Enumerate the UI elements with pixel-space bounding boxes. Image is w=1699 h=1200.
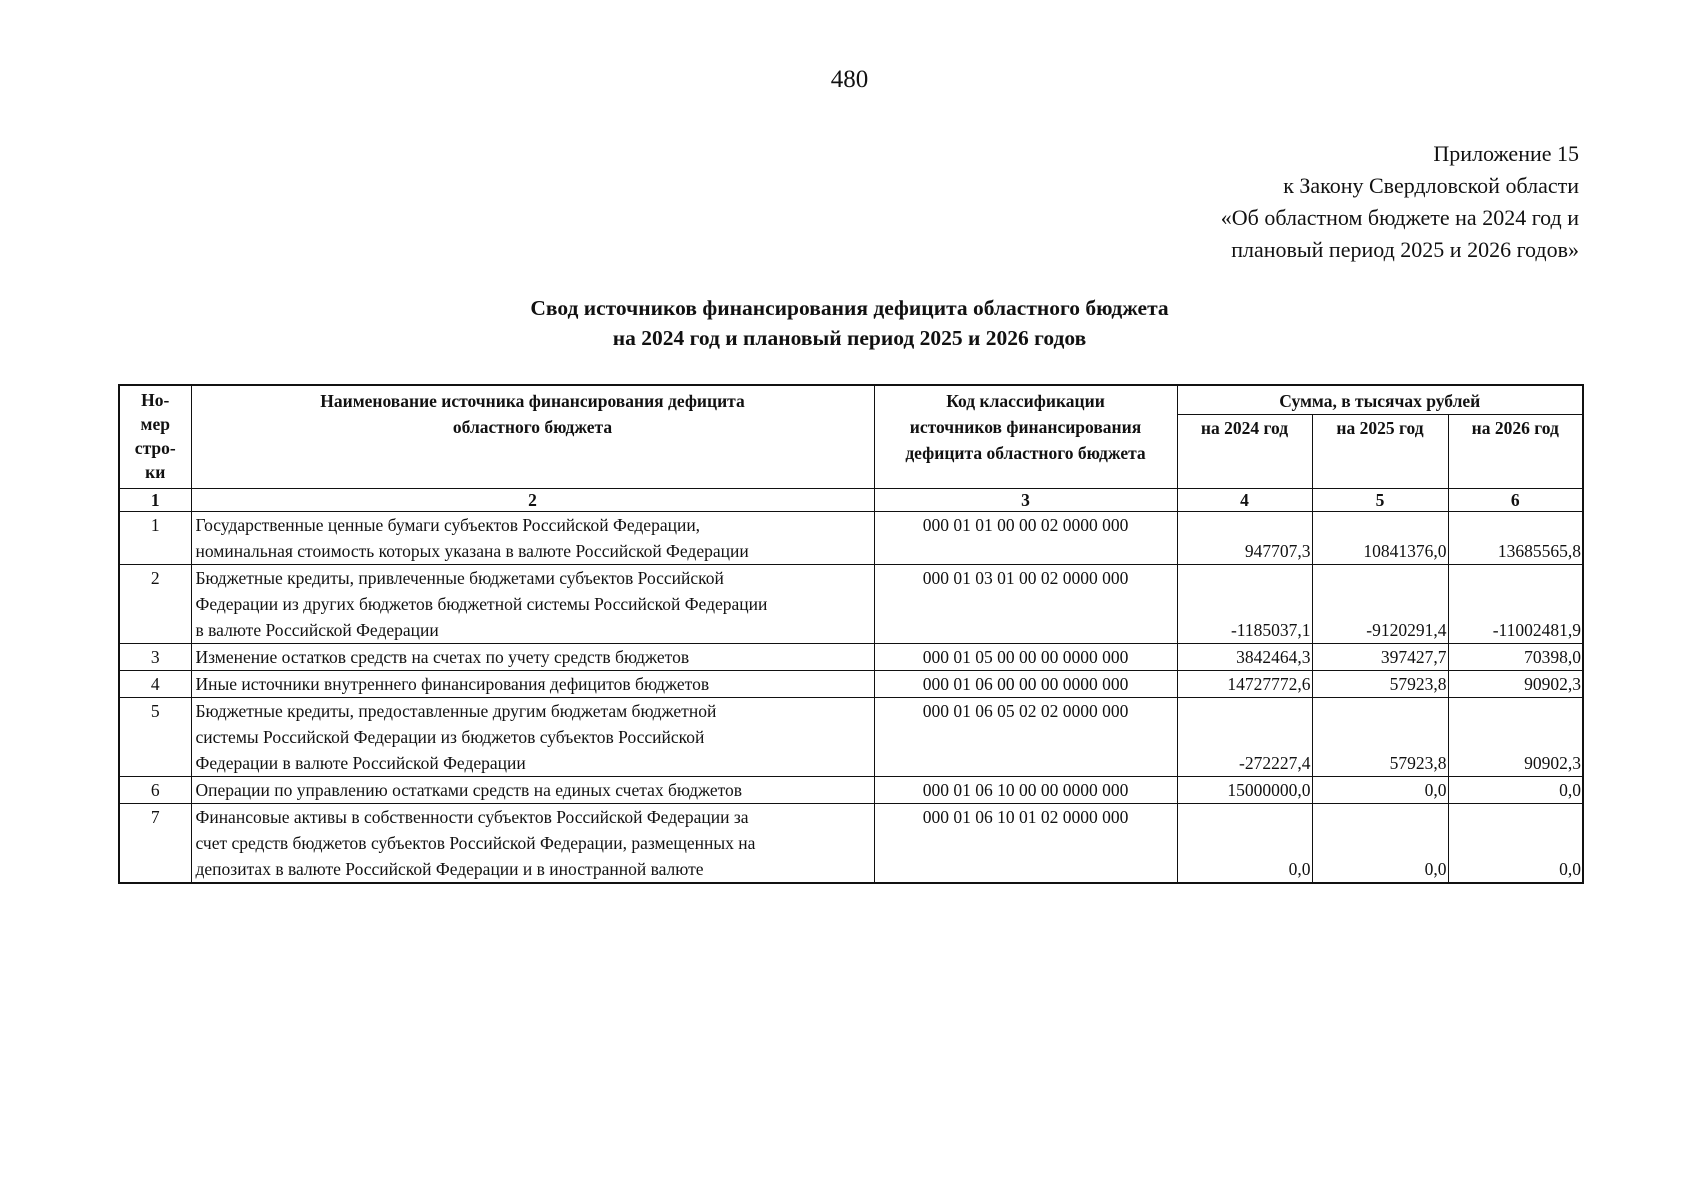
table-row [119,698,1583,777]
row-number-cell: 7 [119,804,191,884]
classification-code-cell: 000 01 06 05 02 02 0000 000 [874,698,1177,777]
classification-code-cell: 000 01 05 00 00 00 0000 000 [874,644,1177,671]
column-index-6: 6 [1448,489,1583,512]
row-number-cell: 1 [119,512,191,565]
table-row [119,804,1583,884]
document-title [0,293,1699,353]
amount-2024-cell: 15000000,0 [1177,777,1312,804]
column-index-row [119,489,1583,512]
header-sum-group: Сумма, в тысячах рублей [1177,385,1583,415]
row-number-cell: 5 [119,698,191,777]
appendix-line: плановый период 2025 и 2026 годов» [1231,237,1579,262]
header-year-2025: на 2025 год [1312,415,1448,489]
amount-2024-cell: 3842464,3 [1177,644,1312,671]
header-year-2024: на 2024 год [1177,415,1312,489]
amount-2025-cell: 0,0 [1312,804,1448,884]
column-index-5: 5 [1312,489,1448,512]
table-row [119,777,1583,804]
column-index-2: 2 [191,489,874,512]
amount-2024-cell: -1185037,1 [1177,565,1312,644]
header-source-name: Наименование источника финансирования дефицита областного бюджета [191,385,874,489]
amount-2025-cell: 0,0 [1312,777,1448,804]
appendix-line: «Об областном бюджете на 2024 год и [1220,205,1579,230]
table-row [119,512,1583,565]
amount-2024-cell: 14727772,6 [1177,671,1312,698]
classification-code-cell: 000 01 06 10 01 02 0000 000 [874,804,1177,884]
amount-2025-cell: 397427,7 [1312,644,1448,671]
table-row [119,565,1583,644]
classification-code-cell: 000 01 06 00 00 00 0000 000 [874,671,1177,698]
header-classification-code: Код классификации источников финансирования дефицита областного бюджета [874,385,1177,489]
page-number: 480 [830,66,869,93]
amount-2024-cell: 947707,3 [1177,512,1312,565]
column-index-4: 4 [1177,489,1312,512]
source-name-cell: Государственные ценные бумаги субъектов Российской Федерации, номинальная стоимость которых указана в валюте Российской Федерации [191,512,874,565]
source-name-cell: Бюджетные кредиты, предоставленные другим бюджетам бюджетной системы Российской Федерации из бюджетов субъектов Российской Федерации в валюте Российской Федерации [191,698,874,777]
row-number-cell: 3 [119,644,191,671]
row-number-cell: 6 [119,777,191,804]
title-line: на 2024 год и плановый период 2025 и 2026 годов [612,326,1087,350]
financing-sources-table [118,384,1584,884]
amount-2025-cell: 57923,8 [1312,671,1448,698]
appendix-line: Приложение 15 [1433,141,1579,166]
amount-2026-cell: 0,0 [1448,804,1583,884]
amount-2026-cell: 90902,3 [1448,671,1583,698]
column-index-1: 1 [119,489,191,512]
header-row-number: Но- мер стро- ки [119,385,191,489]
amount-2024-cell: 0,0 [1177,804,1312,884]
appendix-reference [1221,138,1579,266]
row-number-cell: 4 [119,671,191,698]
table-row [119,671,1583,698]
classification-code-cell: 000 01 01 00 00 02 0000 000 [874,512,1177,565]
source-name-cell: Финансовые активы в собственности субъектов Российской Федерации за счет средств бюджетов субъектов Российской Федерации, размещенных на депозитах в валюте Российской Федерации и в иностранной валюте [191,804,874,884]
classification-code-cell: 000 01 03 01 00 02 0000 000 [874,565,1177,644]
amount-2024-cell: -272227,4 [1177,698,1312,777]
source-name-cell: Бюджетные кредиты, привлеченные бюджетами субъектов Российской Федерации из других бюджетов бюджетной системы Российской Федерации в валюте Российской Федерации [191,565,874,644]
amount-2025-cell: 10841376,0 [1312,512,1448,565]
appendix-line: к Закону Свердловской области [1283,173,1579,198]
table-row [119,644,1583,671]
header-year-2026: на 2026 год [1448,415,1583,489]
amount-2026-cell: 70398,0 [1448,644,1583,671]
source-name-cell: Операции по управлению остатками средств на единых счетах бюджетов [191,777,874,804]
amount-2026-cell: 90902,3 [1448,698,1583,777]
column-index-3: 3 [874,489,1177,512]
amount-2026-cell: -11002481,9 [1448,565,1583,644]
source-name-cell: Иные источники внутреннего финансирования дефицитов бюджетов [191,671,874,698]
source-name-cell: Изменение остатков средств на счетах по учету средств бюджетов [191,644,874,671]
amount-2026-cell: 13685565,8 [1448,512,1583,565]
row-number-cell: 2 [119,565,191,644]
amount-2025-cell: -9120291,4 [1312,565,1448,644]
classification-code-cell: 000 01 06 10 00 00 0000 000 [874,777,1177,804]
amount-2025-cell: 57923,8 [1312,698,1448,777]
amount-2026-cell: 0,0 [1448,777,1583,804]
title-line: Свод источников финансирования дефицита областного бюджета [530,296,1169,320]
